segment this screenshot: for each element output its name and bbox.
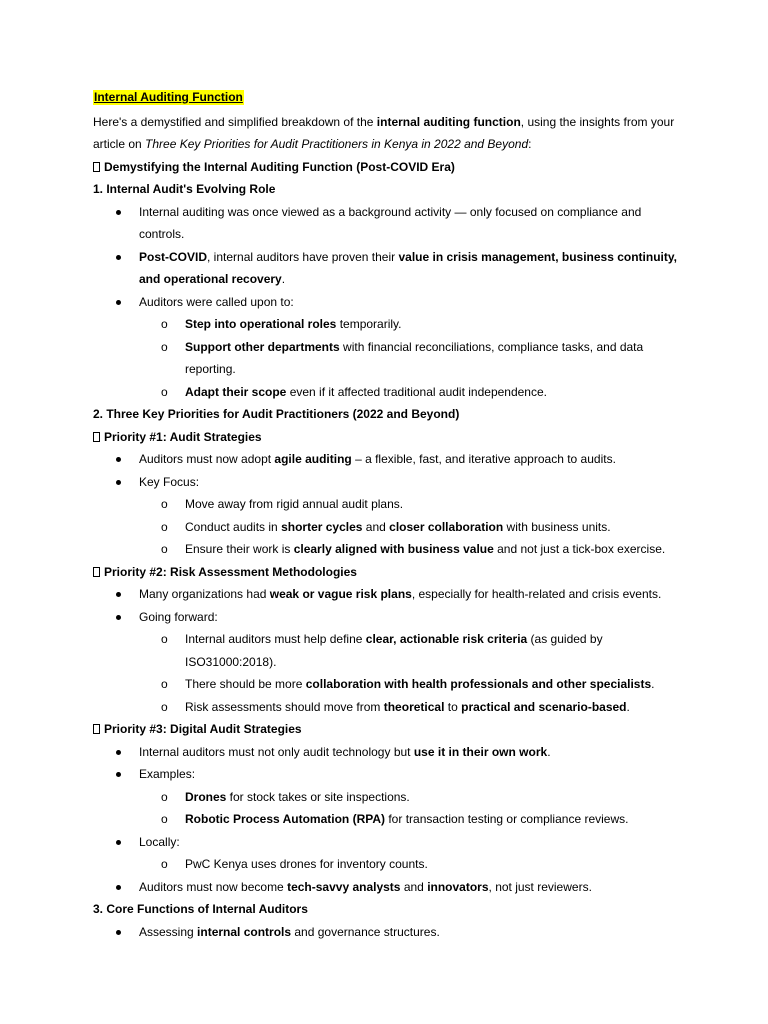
list-item: [93, 741, 678, 764]
intro-paragraph: [93, 111, 678, 156]
list-item: [93, 291, 678, 314]
priority-2-list: [93, 583, 678, 718]
sub-list-item: [93, 853, 678, 876]
list-item-text: Internal auditing was once viewed as a background activity — only focused on compliance and controls.: [139, 204, 642, 241]
text-bold: innovators: [427, 879, 489, 894]
text: PwC Kenya uses drones for inventory counts.: [185, 857, 428, 871]
text: Many organizations had: [139, 587, 270, 601]
text: Internal auditors must not only audit technology but: [139, 744, 414, 759]
document-title-line: [93, 86, 678, 109]
missing-glyph-box-icon: [93, 724, 100, 734]
priority-1-heading-text: Priority #1: Audit Strategies: [104, 429, 262, 444]
list-item: [93, 763, 678, 786]
text-bold: use it in their own work: [413, 744, 548, 759]
intro-article-title: Three Key Priorities for Audit Practitioners in Kenya in 2022 and Beyond: [145, 137, 529, 151]
sub-bullet-icon: o: [161, 339, 168, 354]
missing-glyph-box-icon: [93, 432, 100, 442]
sub-bullet-icon: o: [161, 497, 168, 511]
text: Auditors must now adopt: [139, 452, 275, 466]
list-item: [93, 876, 678, 899]
list-item: [93, 583, 678, 606]
text: and: [400, 879, 428, 894]
bullet-dot: [116, 750, 121, 755]
text-bold: value in crisis management, business continuity, and operational recovery: [139, 249, 677, 286]
priority-1-heading: [93, 426, 678, 449]
sub-list-item: [93, 493, 678, 516]
list-item-text: Locally:: [139, 834, 180, 849]
sub-bullet-icon: o: [161, 789, 168, 804]
text-bold: internal controls: [197, 924, 292, 939]
section-1-list: [93, 201, 678, 404]
sub-bullet-icon: o: [161, 857, 168, 871]
sub-bullet-icon: o: [161, 519, 168, 534]
list-item-text: Key Focus:: [139, 474, 200, 489]
text: with financial reconciliations, compliance tasks, and data reporting.: [185, 339, 644, 376]
text: , internal auditors have proven their: [207, 249, 399, 264]
text: .: [651, 677, 655, 691]
priority-2-heading-text: Priority #2: Risk Assessment Methodologies: [104, 564, 357, 579]
text-bold: Step into operational roles: [185, 317, 337, 331]
sub-bullet-icon: o: [161, 542, 168, 556]
section-2-heading: 2. Three Key Priorities for Audit Practitioners (2022 and Beyond): [93, 407, 460, 421]
sub-bullet-icon: o: [161, 384, 168, 399]
list-item-text: Going forward:: [139, 609, 218, 624]
intro-text-3: :: [528, 137, 532, 151]
section-3-heading: 3. Core Functions of Internal Auditors: [93, 902, 308, 916]
text: .: [281, 272, 286, 286]
text-bold: clear, actionable risk criteria: [365, 632, 528, 646]
bullet-dot: [116, 255, 121, 260]
text-bold: closer collaboration: [389, 519, 504, 534]
sub-list-item: [93, 516, 678, 539]
sub-list-item: [93, 673, 678, 696]
text: , especially for health-related and crisis events.: [411, 587, 662, 601]
sub-bullet-icon: o: [161, 812, 168, 826]
text: for stock takes or site inspections.: [226, 789, 410, 804]
document-title: Internal Auditing Function: [94, 90, 243, 104]
text: .: [626, 699, 630, 714]
bullet-dot: [116, 615, 121, 620]
text: and governance structures.: [291, 924, 440, 939]
bullet-dot: [116, 840, 121, 845]
text: Auditors must now become: [139, 879, 288, 894]
sub-bullet-icon: o: [161, 632, 168, 646]
text: .: [547, 744, 551, 759]
sub-bullet-icon: o: [161, 699, 168, 714]
section-3-list: [93, 921, 678, 944]
priority-3-heading-text: Priority #3: Digital Audit Strategies: [104, 722, 302, 736]
text-bold: shorter cycles: [281, 519, 363, 534]
text-bold: Robotic Process Automation (RPA): [185, 812, 386, 826]
priority-2-heading: [93, 561, 678, 584]
bullet-dot: [116, 457, 121, 462]
list-item: [93, 831, 678, 854]
text: Assessing: [139, 924, 198, 939]
bullet-dot: [116, 300, 121, 305]
intro-bold: internal auditing function: [376, 114, 521, 129]
list-item: [93, 606, 678, 629]
sub-bullet-icon: o: [161, 677, 168, 691]
text: to: [444, 699, 462, 714]
sub-list-item: [93, 313, 678, 336]
intro-text-2: , using the insights from your article on: [93, 114, 675, 151]
text-bold: Support other departments: [185, 339, 340, 354]
section-1-heading: 1. Internal Audit's Evolving Role: [93, 182, 276, 196]
sub-bullet-icon: o: [161, 317, 168, 331]
list-item: [93, 201, 678, 246]
text: There should be more: [185, 677, 306, 691]
text: Move away from rigid annual audit plans.: [185, 497, 404, 511]
text-bold: agile auditing: [274, 452, 352, 466]
list-item: [93, 471, 678, 494]
bullet-dot: [116, 930, 121, 935]
bullet-dot: [116, 772, 121, 777]
text-bold: tech-savvy analysts: [287, 879, 401, 894]
bullet-dot: [116, 210, 121, 215]
sub-list-item: [93, 628, 678, 673]
heading-demystify: [93, 156, 678, 179]
sub-list-item: [93, 381, 678, 404]
text-bold: weak or vague risk plans: [269, 587, 412, 601]
text: (as guided by ISO31000:2018).: [185, 632, 603, 669]
sub-list-item: [93, 808, 678, 831]
text: and not just a tick-box exercise.: [493, 542, 666, 556]
text: Ensure their work is: [185, 542, 294, 556]
text-bold: Adapt their scope: [185, 384, 287, 399]
intro-text-1: Here's a demystified and simplified breakdown of the: [93, 114, 377, 129]
text: for transaction testing or compliance reviews.: [385, 812, 629, 826]
list-item: [93, 246, 678, 291]
text-bold: collaboration with health professionals and other specialists: [305, 677, 652, 691]
priority-1-list: [93, 448, 678, 561]
text: – a flexible, fast, and iterative approach to audits.: [351, 452, 616, 466]
text: temporarily.: [336, 317, 402, 331]
text-bold: Post-COVID: [139, 249, 208, 264]
text-bold: theoretical: [383, 699, 445, 714]
text: , not just reviewers.: [488, 879, 592, 894]
list-item-text: Auditors were called upon to:: [139, 294, 294, 309]
bullet-dot: [116, 592, 121, 597]
text: Risk assessments should move from: [185, 699, 384, 714]
text-bold: clearly aligned with business value: [293, 542, 494, 556]
list-item: [93, 921, 678, 944]
bullet-dot: [116, 885, 121, 890]
bullet-dot: [116, 480, 121, 485]
text: with business units.: [503, 519, 611, 534]
sub-list-item: [93, 538, 678, 561]
missing-glyph-box-icon: [93, 567, 100, 577]
text: Conduct audits in: [185, 519, 282, 534]
missing-glyph-box-icon: [93, 162, 100, 172]
priority-3-heading: [93, 718, 678, 741]
priority-3-list: [93, 741, 678, 899]
text: Internal auditors must help define: [185, 632, 366, 646]
sub-list-item: [93, 786, 678, 809]
sub-list-item: [93, 336, 678, 381]
sub-list-item: [93, 696, 678, 719]
text-bold: practical and scenario-based: [461, 699, 627, 714]
heading-demystify-text: Demystifying the Internal Auditing Function (Post-COVID Era): [104, 159, 455, 174]
text-bold: Drones: [185, 789, 227, 804]
text: even if it affected traditional audit independence.: [286, 384, 547, 399]
text: and: [362, 519, 390, 534]
list-item-text: Examples:: [139, 767, 196, 781]
list-item: [93, 448, 678, 471]
